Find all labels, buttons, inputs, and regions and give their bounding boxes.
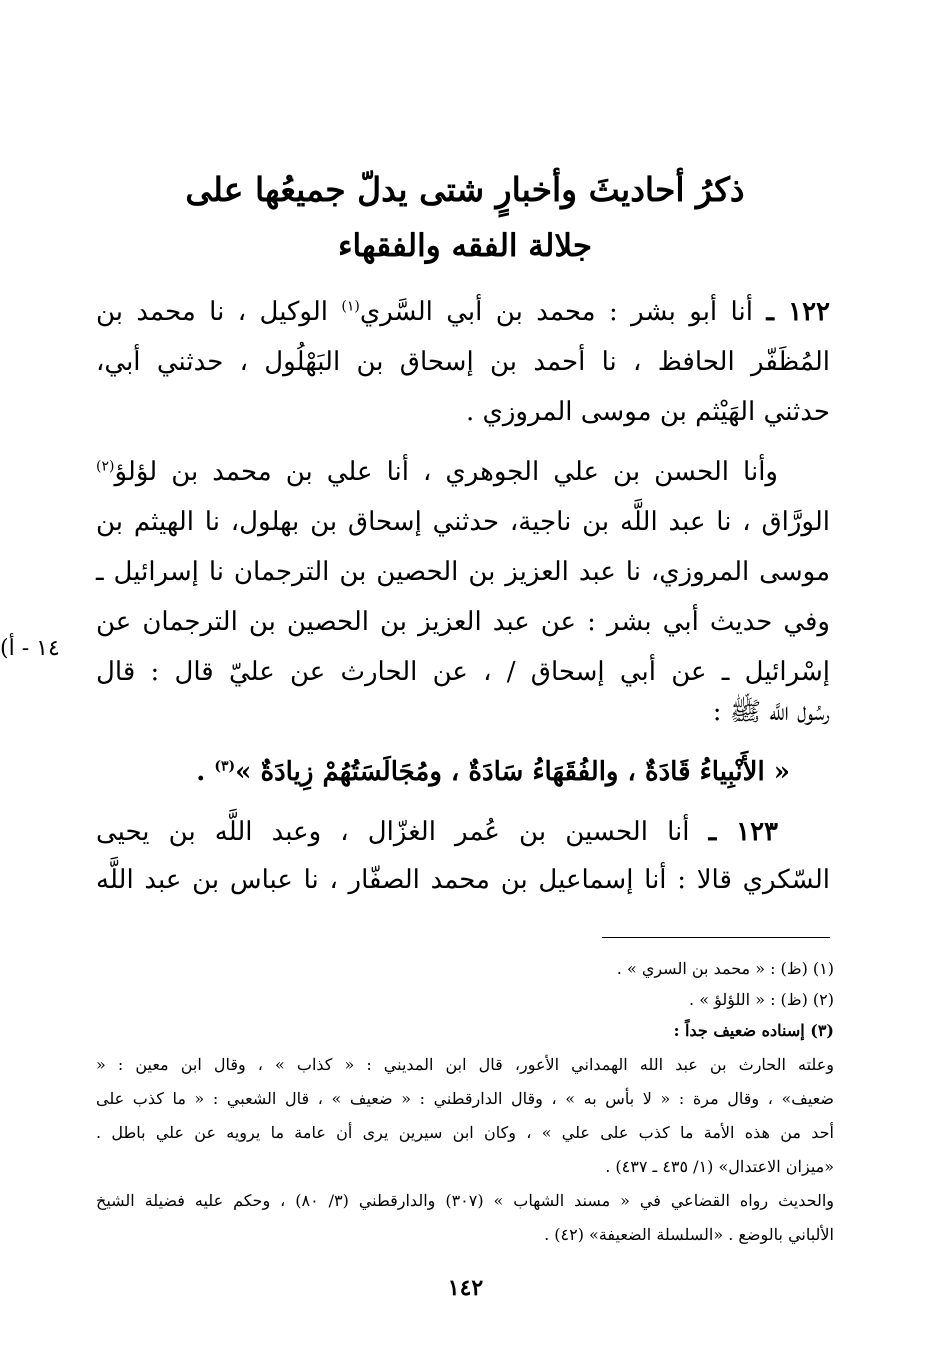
chapter-heading-line-2: جلالة الفقه والفقهاء [337,228,593,264]
body-line-5: الورَّاق ، نا عبد اللَّه بن ناجية، حدثني إسحاق بن بهلول، نا الهيثم بن [96,507,830,537]
footnote-separator [602,937,830,938]
body-line-7: وفي حديث أبي بشر : عن عبد العزيز بن الحصين بن الترجمان عن [96,607,830,637]
hadith-quote: « الأَنْبِياءُ قَادَةٌ ، والفُقَهَاءُ سَادَةٌ ، ومُجَالَسَتُهُمْ زِيادَةٌ »$^{(٣)}$ . [196,757,790,787]
body-line-1: ١٢٢ ـ أنا أبو بشر : محمد بن أبي السَّري$^{(١)}$ الوكيل ، نا محمد بن [96,297,831,327]
footnote-3-line-1: وعلته الحارث بن عبد الله الهمداني الأعور، قال ابن المديني : « كذاب » ، وقال ابن معين : « [96,1055,834,1074]
footnote-3-line-3: أحد من هذه الأمة ما كذب على علي » ، وكان ابن سيرين يرى أن عامة ما يرويه عن علي باطل . [96,1123,834,1142]
footnote-3-line-6: الألباني بالوضع . «السلسلة الضعيفة» (٤٢) . [544,1225,834,1244]
body-line-3: حدثني الهَيْثم بن موسى المروزي . [465,397,830,427]
hadith-number: ١٢٢ ـ [766,297,831,327]
footnote-3-heading: (٣) إسناده ضعيف جداً : [673,1021,834,1040]
footnote-3-line-2: ضعيف» ، وقال مرة : « لا بأس به » ، وقال الدارقطني : « ضعيف » ، قال الشعبي : « ما كذب على [96,1089,834,1108]
body-line-12: السّكري قالا : أنا إسماعيل بن محمد الصفّار ، نا عباس بن عبد اللَّه [96,865,831,895]
body-line-2: المُظَفّر الحافظ ، نا أحمد بن إسحاق بن البَهْلُول ، حدثني أبي، [96,347,830,377]
footnote-1: (١) (ظ) : « محمد بن السري » . [616,959,834,978]
footnote-3-line-4: «ميزان الاعتدال» (١/ ٤٣٥ ـ ٤٣٧) . [605,1157,834,1176]
body-line-4: وأنا الحسن بن علي الجوهري ، أنا علي بن محمد بن لؤلؤ$^{(٢)}$ [96,457,778,487]
footnote-ref: (٣) [214,758,236,775]
chapter-heading-line-1: ذكرُ أحاديثَ وأخبارٍ شتى يدلّ جميعُها على [185,170,745,209]
hadith-number: ١٢٣ ـ [708,817,779,847]
footnote-ref: (٢) [96,458,115,475]
body-line-8: إسْرائيل ـ عن أبي إسحاق / ، عن الحارث عن عليّ قال : قال [96,657,830,687]
footnote-ref: (١) [341,298,360,315]
page-number: ١٤٢ [447,1275,484,1301]
margin-manuscript-note: (١٤ - أ [0,636,60,661]
body-line-11: ١٢٣ ـ أنا الحسين بن عُمر الغزّال ، وعبد اللَّه بن يحيى [96,812,830,852]
body-line-6: موسى المروزي، نا عبد العزيز بن الحصين بن الترجمان نا إسرائيل ـ [96,557,830,587]
footnote-3-line-5: والحديث رواه القضاعي في « مسند الشهاب » (٣٠٧) والدارقطني (٣/ ٨٠) ، وحكم عليه فضيلة الشيخ [96,1191,835,1210]
footnote-2: (٢) (ظ) : « اللؤلؤ » . [689,990,834,1009]
body-line-9: رسُول اللَّه ﷺ : [712,697,830,727]
